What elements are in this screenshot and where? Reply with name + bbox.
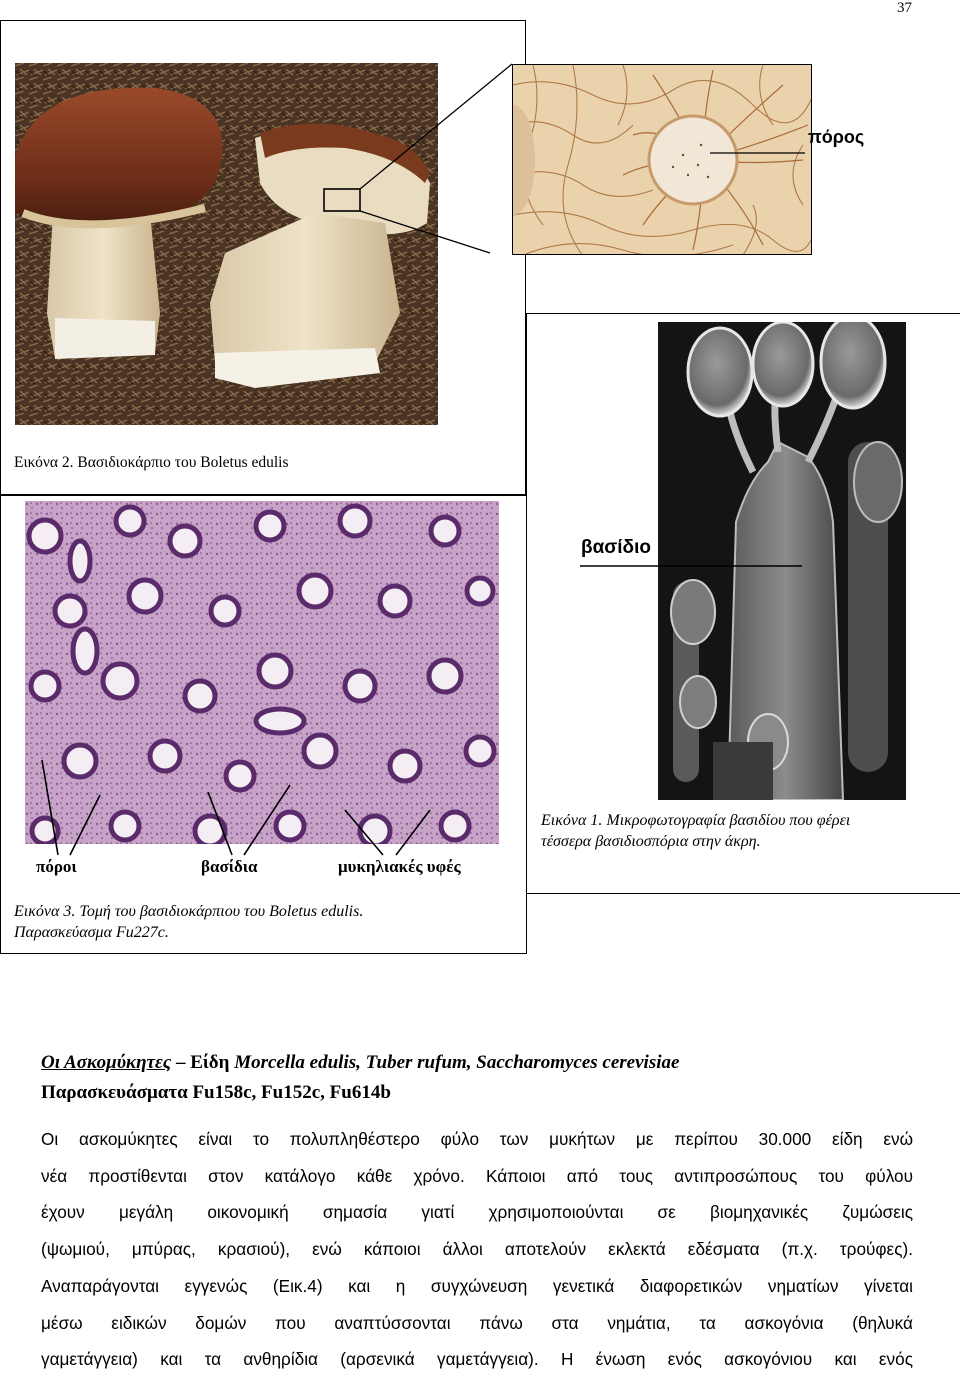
label-pores: πόροι — [36, 857, 77, 876]
basidium-pointer — [580, 560, 810, 572]
body-line: έχουν μεγάλη οικονομική σημασία γιατί χρησιμοποιούνται σε βιομηχανικές ζυμώσεις — [41, 1202, 913, 1223]
figure-2-caption: Εικόνα 2. Βασιδιοκάρπιο του Boletus edulis — [14, 454, 289, 471]
figure-1-caption-line1: Εικόνα 1. Μικροφωτογραφία βασιδίου που φέρει — [541, 812, 851, 829]
figure-3-pointers — [0, 740, 527, 860]
label-basidium: βασίδιο — [581, 537, 651, 558]
pore-micrograph — [513, 65, 812, 255]
body-line: νέα προστίθενται στον κατάλογο κάθε χρόνο. Κάποιοι από τους αντιπροσώπους του φύλου — [41, 1165, 913, 1186]
figure-3-caption-line2: Παρασκεύασμα Fu227c. — [14, 924, 169, 941]
label-pore: πόρος — [808, 127, 865, 147]
page-number: 37 — [897, 0, 912, 16]
body-line: μέσω ειδικών δομών που αναπτύσσονται πάνω στα νημάτια, τα ασκογόνια (θηλυκά — [41, 1312, 913, 1333]
pore-pointer — [700, 140, 820, 160]
species-prefix: Είδη — [190, 1052, 235, 1073]
title-dash: – — [171, 1052, 191, 1073]
section-title: Οι Ασκομύκητες — [41, 1052, 172, 1073]
species-names: Morcella edulis, Tuber rufum, Saccharomyces cerevisiae — [234, 1052, 680, 1073]
body-line: γαμετάγγεια) και τα ανθηρίδια (αρσενικά γαμετάγγεια). Η ένωση ενός ασκογόνιου και ενός — [41, 1349, 913, 1370]
figure-3-caption-line1: Εικόνα 3. Τομή του βασιδιοκάρπιου του Boletus edulis. — [14, 903, 364, 920]
label-hyphae: μυκηλιακές υφές — [338, 857, 461, 876]
body-paragraph — [41, 1121, 913, 1378]
label-basidia: βασίδια — [201, 857, 258, 876]
figure-1-caption-line2: τέσσερα βασιδιοσπόρια στην άκρη. — [541, 833, 761, 850]
preparations-line: Παρασκευάσματα Fu158c, Fu152c, Fu614b — [41, 1082, 391, 1103]
body-line: (ψωμιού, μπύρας, κρασιού), ενώ κάποιοι άλλοι αποτελούν εκλεκτά εδέσματα (π.χ. τρούφες). — [41, 1239, 913, 1260]
body-line: Οι ασκομύκητες είναι το πολυπληθέστερο φύλο των μυκήτων με περίπου 30.000 είδη ενώ — [41, 1129, 913, 1149]
section-heading — [41, 1048, 941, 1078]
body-line: Αναπαράγονται εγγενώς (Εικ.4) και η συγχώνευση γενετικά διαφορετικών νηματίων γίνεται — [41, 1275, 913, 1296]
